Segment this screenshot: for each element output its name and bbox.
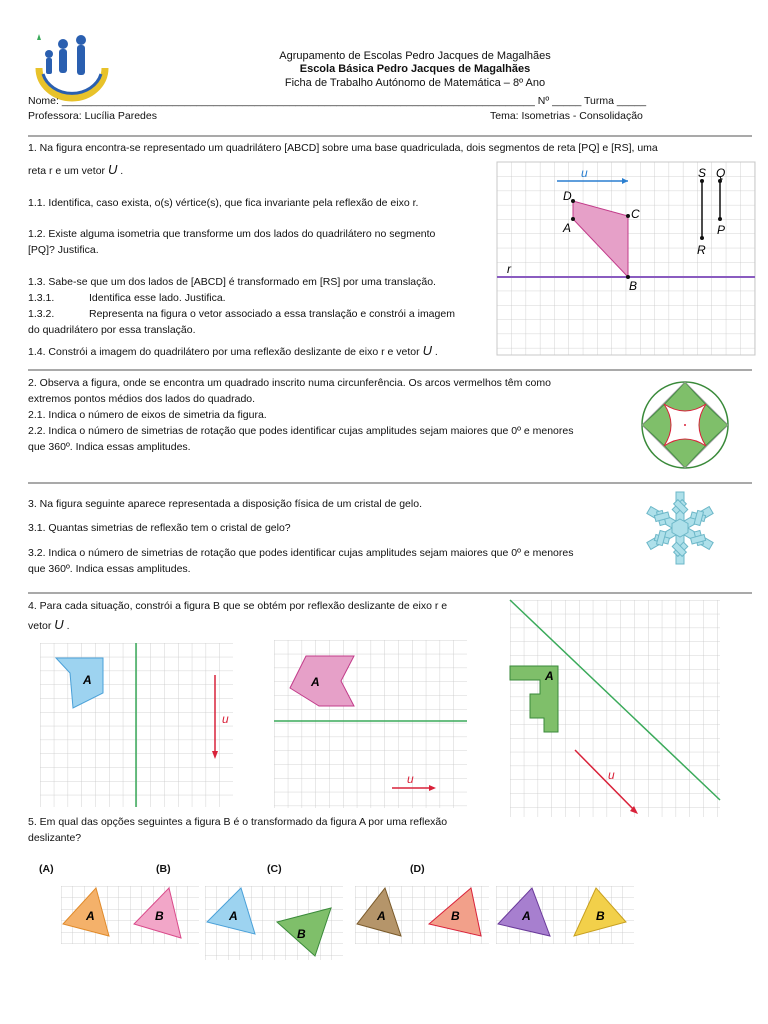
q1-3-2: Representa na figura o vetor associado a essa translação e constrói a imagem [89,308,455,320]
divider [28,135,752,137]
svg-text:u: u [222,712,229,726]
q3-2: 3.2. Indica o número de simetrias de rotação que podes identificar cujas amplitudes sejam maiores que 0º e menores [28,547,574,559]
q4-grid-1 [40,643,233,807]
label-p: P [717,223,726,237]
svg-text:A: A [229,909,238,923]
option-d-figure-1[interactable] [355,886,489,944]
q4-line2: vetor U . [28,617,70,632]
label-c: C [631,207,640,221]
school-name: Escola Básica Pedro Jacques de Magalhães [299,63,531,75]
q1-1: 1.1. Identifica, caso exista, o(s) vértice(s), que fica invariante pela reflexão de eixo r. [28,197,419,209]
q2-1: 2.1. Indica o número de eixos de simetria da figura. [28,409,267,421]
q4-grid-3 [510,600,720,817]
divider [28,592,752,594]
q2-line2: extremos pontos médios dos lados do quadrado. [28,393,256,405]
label-d: D [563,189,572,203]
theme: Tema: Isometrias - Consolidação [490,110,643,122]
divider [28,369,752,371]
q3-line1: 3. Na figura seguinte aparece representada a disposição física de um cristal de gelo. [28,498,422,510]
svg-text:A: A [86,909,95,923]
snowflake-icon [640,488,720,568]
q1-3-2-num: 1.3.2. [28,308,55,320]
q1-2: 1.2. Existe alguma isometria que transforme um dos lados do quadrilátero no segmento [28,228,436,240]
option-b-label[interactable]: (B) [156,863,171,875]
label-u: u [581,166,588,180]
option-a-label[interactable]: (A) [39,863,54,875]
q4-line1: 4. Para cada situação, constrói a figura B que se obtém por reflexão deslizante de eixo r e [28,600,448,612]
school-group: Agrupamento de Escolas Pedro Jacques de Magalhães [279,50,551,62]
q2-line1: 2. Observa a figura, onde se encontra um quadrado inscrito numa circunferência. Os arcos vermelhos têm como [28,377,551,389]
q1-intro-b: reta r e um vetor U . [28,162,124,177]
svg-text:A: A [522,909,531,923]
q5-line1: 5. Em qual das opções seguintes a figura B é o transformado da figura A por uma reflexão [28,816,448,828]
label-r-axis: r [507,262,511,276]
svg-text:A: A [545,669,554,683]
label-s: S [698,166,707,180]
label-b: B [629,279,638,293]
q1-grid-figure [497,162,755,355]
q5-line2: deslizante? [28,832,82,844]
svg-text:A: A [83,673,92,687]
svg-text:A: A [311,675,320,689]
label-q: Q [716,166,726,180]
q1-3-1: Identifica esse lado. Justifica. [89,292,226,304]
option-c-label[interactable]: (C) [267,863,282,875]
teacher: Professora: Lucília Paredes [28,110,157,122]
option-a-figure[interactable] [61,886,199,944]
q2-circle-figure [640,380,730,470]
q4-grid-2 [274,640,467,808]
school-logo [33,30,111,102]
q1-3-1-num: 1.3.1. [28,292,55,304]
label-r-point: R [697,243,706,257]
svg-text:A: A [377,909,386,923]
option-c-figure[interactable] [205,886,343,960]
svg-text:u: u [608,768,615,782]
q1-3-2b: do quadrilátero por essa translação. [28,324,196,336]
option-d-label[interactable]: (D) [410,863,425,875]
label-a: A [563,221,572,235]
svg-text:B: B [596,909,605,923]
q1-intro: 1. Na figura encontra-se representado um quadrilátero [ABCD] sobre uma base quadriculada, dois segmentos de reta [PQ] e [RS], uma [28,142,658,154]
q2-2b: que 360º. Indica essas amplitudes. [28,441,191,453]
divider [28,482,752,484]
q1-4: 1.4. Constrói a imagem do quadrilátero por uma reflexão deslizante de eixo r e vetor U . [28,343,438,358]
worksheet-title: Ficha de Trabalho Autónomo de Matemática – 8º Ano [284,77,546,89]
q2-2: 2.2. Indica o número de simetrias de rotação que podes identificar cujas amplitudes sejam maiores que 0º e menores [28,425,574,437]
svg-text:B: B [451,909,460,923]
q3-2b: que 360º. Indica essas amplitudes. [28,563,191,575]
name-line[interactable]: Nome: _________________________________________________________________________________ Nº _____ Turma _____ [28,95,647,107]
svg-text:B: B [297,927,306,941]
q1-3: 1.3. Sabe-se que um dos lados de [ABCD] é transformado em [RS] por uma translação. [28,276,436,288]
q1-2b: [PQ]? Justifica. [28,244,99,256]
q3-1: 3.1. Quantas simetrias de reflexão tem o cristal de gelo? [28,522,291,534]
option-d-figure-2[interactable] [496,886,634,944]
svg-text:u: u [407,772,414,786]
svg-text:B: B [155,909,164,923]
